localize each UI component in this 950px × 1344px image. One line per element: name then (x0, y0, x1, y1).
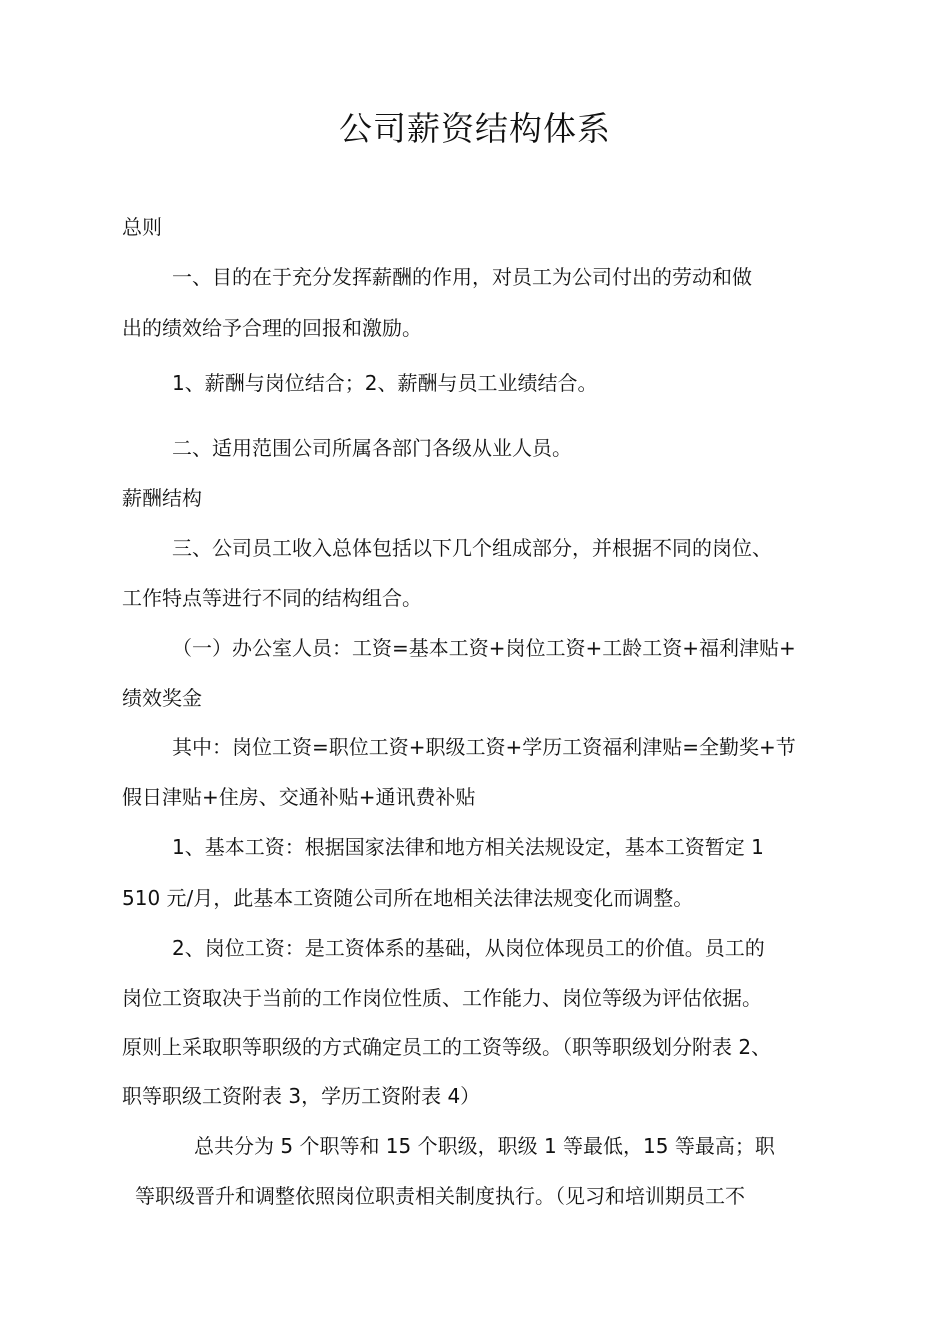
paragraph-line: 1、基本工资：根据国家法律和地方相关法规设定，基本工资暂定 1 (172, 835, 764, 859)
paragraph-line: 一、目的在于充分发挥薪酬的作用，对员工为公司付出的劳动和做 (172, 265, 752, 289)
paragraph-line: 2、岗位工资：是工资体系的基础，从岗位体现员工的价值。员工的 (172, 936, 765, 960)
paragraph-line: 总共分为 5 个职等和 15 个职级，职级 1 等最低，15 等最高；职 (194, 1134, 775, 1158)
paragraph-line: 1、薪酬与岗位结合；2、薪酬与员工业绩结合。 (172, 371, 598, 395)
paragraph-line: 二、适用范围公司所属各部门各级从业人员。 (172, 436, 572, 460)
paragraph-line: （一）办公室人员：工资=基本工资+岗位工资+工龄工资+福利津贴+ (172, 636, 796, 660)
paragraph-line: 原则上采取职等职级的方式确定员工的工资等级。（职等职级划分附表 2、 (122, 1035, 772, 1059)
paragraph-line: 出的绩效给予合理的回报和激励。 (122, 316, 422, 340)
paragraph-line: 510 元/月，此基本工资随公司所在地相关法律法规变化而调整。 (122, 886, 694, 910)
paragraph-line: 绩效奖金 (122, 686, 202, 710)
paragraph-line: 工作特点等进行不同的结构组合。 (122, 586, 422, 610)
paragraph-line: 三、公司员工收入总体包括以下几个组成部分，并根据不同的岗位、 (172, 536, 772, 560)
paragraph-line: 其中：岗位工资=职位工资+职级工资+学历工资福利津贴=全勤奖+节 (172, 735, 796, 759)
paragraph-line: 岗位工资取决于当前的工作岗位性质、工作能力、岗位等级为评估依据。 (122, 986, 762, 1010)
paragraph-line: 职等职级工资附表 3，学历工资附表 4） (122, 1084, 481, 1108)
document-title: 公司薪资结构体系 (339, 109, 611, 148)
paragraph-line: 等职级晋升和调整依照岗位职责相关制度执行。（见习和培训期员工不 (135, 1184, 745, 1208)
section-heading-salary-structure: 薪酬结构 (122, 486, 202, 510)
section-heading-general: 总则 (122, 215, 162, 239)
paragraph-line: 假日津贴+住房、交通补贴+通讯费补贴 (122, 785, 476, 809)
